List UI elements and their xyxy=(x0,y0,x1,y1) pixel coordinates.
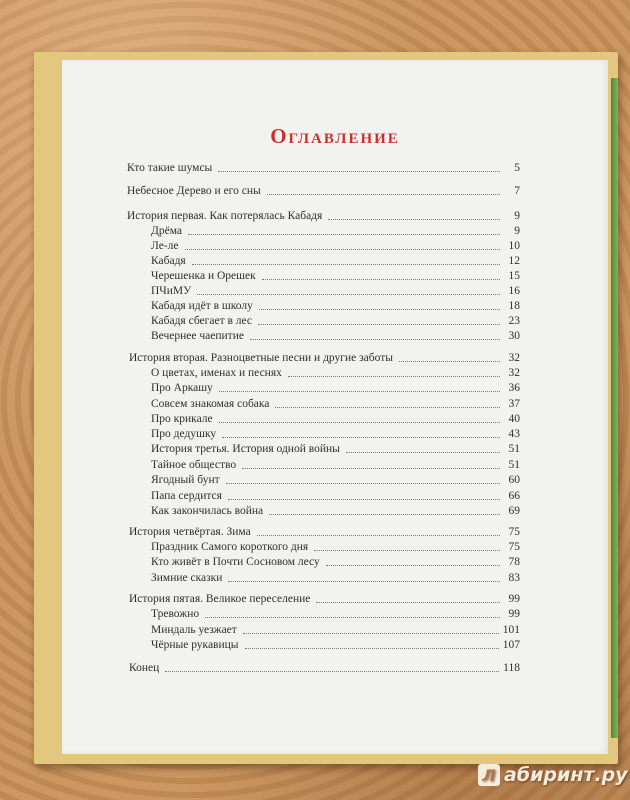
toc-entry xyxy=(127,158,520,174)
watermark-text: абиринт.ру xyxy=(504,764,628,786)
toc-entry-page-number: 78 xyxy=(508,555,520,568)
toc-entry xyxy=(129,522,520,538)
toc-entry-label: Кабадя xyxy=(151,254,186,267)
toc-entry-page-number: 5 xyxy=(514,161,520,174)
toc-entry xyxy=(151,296,520,312)
dot-leader xyxy=(288,376,500,377)
toc-entry-label: Конец xyxy=(129,661,160,674)
toc-entry xyxy=(151,501,520,517)
toc-entry xyxy=(151,470,520,486)
toc-entry-label: Праздник Самого короткого дня xyxy=(151,540,309,553)
toc-entry-label: Совсем знакомая собака xyxy=(151,397,270,410)
toc-entry-label: Кто живёт в Почти Сосновом лесу xyxy=(151,555,320,568)
toc-entry-page-number: 32 xyxy=(508,351,520,364)
dot-leader xyxy=(205,617,500,618)
toc-entry-page-number: 36 xyxy=(508,381,520,394)
dot-leader xyxy=(197,294,500,295)
book-green-edge xyxy=(611,78,618,738)
toc-entry xyxy=(151,281,520,297)
toc-entry-page-number: 43 xyxy=(508,427,520,440)
toc-entry-page-number: 37 xyxy=(508,397,520,410)
toc-entry-label: Черешенка и Орешек xyxy=(151,269,256,282)
toc-entry xyxy=(129,589,520,605)
labirint-watermark xyxy=(478,764,628,786)
dot-leader xyxy=(259,309,500,310)
toc-entry-label: История вторая. Разноцветные песни и другие заботы xyxy=(129,351,393,364)
toc-entry-page-number: 101 xyxy=(502,623,520,636)
toc-entry-label: Про крикале xyxy=(151,412,213,425)
toc-entry xyxy=(151,326,520,342)
toc-entry-page-number: 83 xyxy=(508,571,520,584)
book-page xyxy=(62,60,608,754)
dot-leader xyxy=(219,391,500,392)
labirint-logo-icon: Л xyxy=(478,764,500,786)
dot-leader xyxy=(242,468,500,469)
toc-entry-page-number: 40 xyxy=(508,412,520,425)
dot-leader xyxy=(267,194,500,195)
dot-leader xyxy=(314,550,500,551)
toc-entry xyxy=(151,455,520,471)
toc-entry xyxy=(151,363,520,379)
toc-entry-page-number: 66 xyxy=(508,489,520,502)
toc-entry-label: Про Аркашу xyxy=(151,381,213,394)
toc-entry-page-number: 99 xyxy=(508,607,520,620)
toc-entry-page-number: 69 xyxy=(508,504,520,517)
toc-entry-page-number: 75 xyxy=(508,525,520,538)
toc-entry xyxy=(151,604,520,620)
toc-entry-label: Чёрные рукавицы xyxy=(151,638,239,651)
toc-entry xyxy=(151,378,520,394)
toc-entry xyxy=(151,568,520,584)
dot-leader xyxy=(269,514,500,515)
dot-leader xyxy=(326,565,500,566)
dot-leader xyxy=(275,407,500,408)
dot-leader xyxy=(192,264,500,265)
toc-entry-label: Тайное общество xyxy=(151,458,237,471)
toc-entry-page-number: 12 xyxy=(508,254,520,267)
toc-entry-page-number: 118 xyxy=(503,661,520,674)
book xyxy=(34,52,618,764)
dot-leader xyxy=(219,422,500,423)
toc-entry-label: История первая. Как потерялась Кабадя xyxy=(127,209,323,222)
toc-entry xyxy=(151,311,520,327)
toc-entry-label: Небесное Дерево и его сны xyxy=(127,184,261,197)
toc-entry-label: Вечернее чаепитие xyxy=(151,329,244,342)
toc-entry xyxy=(151,266,520,282)
toc-entry-label: Кабадя идёт в школу xyxy=(151,299,253,312)
toc-entry-page-number: 30 xyxy=(508,329,520,342)
toc-entry-label: Дрёма xyxy=(151,224,183,237)
toc-entry xyxy=(151,409,520,425)
toc-entry-label: История третья. История одной войны xyxy=(151,442,340,455)
toc-entry-label: Кабадя сбегает в лес xyxy=(151,314,253,327)
toc-entry-label: Кто такие шумсы xyxy=(127,161,213,174)
toc-entry xyxy=(151,486,520,502)
toc-entry xyxy=(151,424,520,440)
toc-entry-page-number: 51 xyxy=(508,458,520,471)
toc-entry-page-number: 75 xyxy=(508,540,520,553)
dot-leader xyxy=(250,339,500,340)
dot-leader xyxy=(185,249,501,250)
toc-entry-page-number: 60 xyxy=(508,473,520,486)
toc-entry-label: Ле-ле xyxy=(151,239,179,252)
dot-leader xyxy=(262,279,500,280)
dot-leader xyxy=(222,437,500,438)
toc-entry-page-number: 9 xyxy=(514,209,520,222)
toc-entry-page-number: 32 xyxy=(508,366,520,379)
dot-leader xyxy=(228,499,500,500)
toc-entry-page-number: 23 xyxy=(508,314,520,327)
toc-entry-label: Зимние сказки xyxy=(151,571,223,584)
toc-entry xyxy=(151,394,520,410)
toc-entry-label: ПЧиМУ xyxy=(151,284,192,297)
toc-entry-label: История пятая. Великое переселение xyxy=(129,592,311,605)
dot-leader xyxy=(258,324,500,325)
toc-entry-label: Ягодный бунт xyxy=(151,473,220,486)
dot-leader xyxy=(228,581,500,582)
toc-entry-page-number: 51 xyxy=(508,442,520,455)
dot-leader xyxy=(257,535,500,536)
dot-leader xyxy=(399,361,500,362)
toc-entry xyxy=(151,236,520,252)
toc-entry-page-number: 107 xyxy=(502,638,520,651)
toc-entry-label: О цветах, именах и песнях xyxy=(151,366,282,379)
toc-entry-label: Как закончилась война xyxy=(151,504,264,517)
dot-leader xyxy=(328,219,500,220)
toc-entry xyxy=(129,658,520,674)
dot-leader xyxy=(245,648,499,649)
dot-leader xyxy=(165,671,499,672)
toc-entry-label: Тревожно xyxy=(151,607,200,620)
dot-leader xyxy=(188,234,500,235)
toc-entry-page-number: 16 xyxy=(508,284,520,297)
toc-entry xyxy=(151,620,520,636)
dot-leader xyxy=(346,452,500,453)
toc-entry-page-number: 9 xyxy=(514,224,520,237)
toc-entry xyxy=(127,181,520,197)
toc-entry xyxy=(151,635,520,651)
toc-entry-page-number: 7 xyxy=(514,184,520,197)
toc-entry-label: Про дедушку xyxy=(151,427,217,440)
toc-entry xyxy=(151,552,520,568)
toc-entry xyxy=(129,348,520,364)
toc-entry-label: История четвёртая. Зима xyxy=(129,525,251,538)
dot-leader xyxy=(316,602,500,603)
toc-entry xyxy=(151,537,520,553)
toc-entry xyxy=(151,439,520,455)
toc-entry-page-number: 15 xyxy=(508,269,520,282)
toc-entry-page-number: 99 xyxy=(508,592,520,605)
toc-entry xyxy=(151,221,520,237)
toc-entry xyxy=(151,251,520,267)
dot-leader xyxy=(218,171,500,172)
toc-entry-label: Папа сердится xyxy=(151,489,222,502)
toc-entry-page-number: 10 xyxy=(508,239,520,252)
toc-entry-label: Миндаль уезжает xyxy=(151,623,237,636)
toc-entry xyxy=(127,206,520,222)
dot-leader xyxy=(243,633,499,634)
toc-entry-page-number: 18 xyxy=(508,299,520,312)
dot-leader xyxy=(226,483,500,484)
toc-title: Оглавление xyxy=(270,124,400,148)
